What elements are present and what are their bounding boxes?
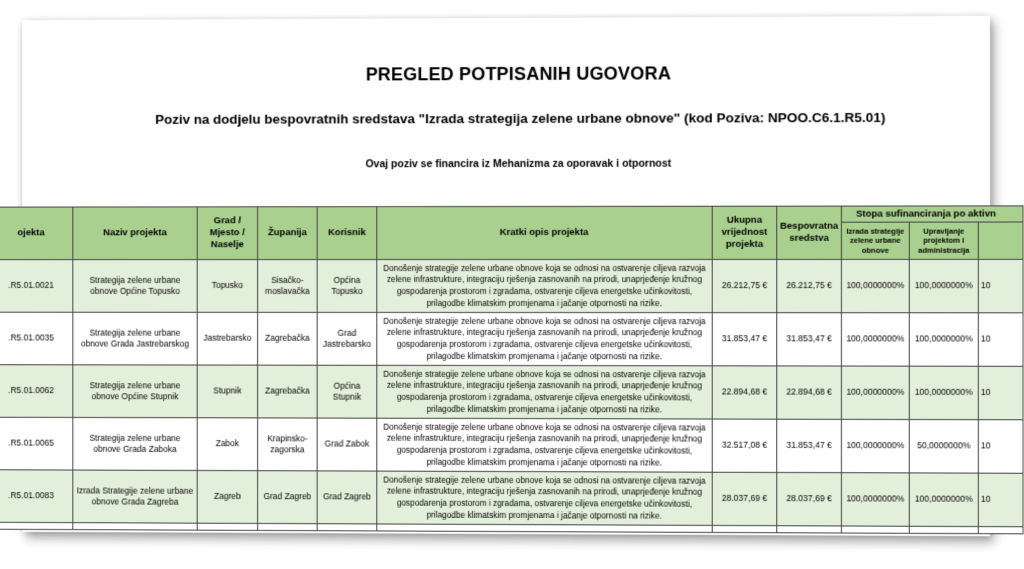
cell-code: .R5.01.0035 — [0, 312, 73, 365]
cell-project-name: Strategija zelene urbane obnove Grada Zaboka — [73, 417, 197, 470]
cell-code: .R5.01.0021 — [0, 260, 73, 313]
cell-total-value: 26.212,75 € — [712, 259, 777, 312]
table-row[interactable] — [0, 417, 1023, 473]
cell-code: .R5.01.0065 — [0, 417, 73, 470]
cell-rate-third: 10 — [978, 366, 1023, 420]
cell-grant: 31.853,47 € — [777, 419, 842, 472]
cell-city: Zabok — [197, 418, 257, 471]
cell-city: Stupnik — [197, 365, 257, 418]
contracts-table — [0, 205, 1024, 534]
cell-rate-strategy: 100,0000000% — [841, 473, 909, 527]
cell-county: Zagrebačka — [258, 312, 318, 365]
header-project-code: ojekta — [0, 207, 73, 260]
cell-rate-management: 100,0000000% — [909, 473, 978, 527]
table-row[interactable] — [0, 470, 1023, 527]
cell-total-value: 22.894,68 € — [712, 366, 777, 419]
cell-beneficiary: Grad Zabok — [317, 418, 377, 471]
cell-city: Zagreb — [197, 470, 257, 523]
cell-project-name: Izrada Strategije zelene urbane obnove Grada Zagreba — [73, 470, 197, 523]
cell-rate-strategy: 100,0000000% — [841, 419, 909, 473]
cell-beneficiary: Općina Stupnik — [317, 365, 377, 418]
cell-grant: 31.853,47 € — [777, 313, 842, 366]
cell-total-value: 31.853,47 € — [712, 313, 777, 366]
cell-rate-management: 100,0000000% — [909, 259, 978, 312]
cell-code: .R5.01.0062 — [0, 365, 73, 418]
cell-city: Jastrebarsko — [197, 312, 257, 365]
page-title: PREGLED POTPISANIH UGOVORA — [365, 63, 672, 85]
table-row[interactable] — [0, 312, 1023, 366]
header-sub-strategy: Izrada strategije zelene urbane obnove — [841, 222, 909, 259]
cell-rate-management: 100,0000000% — [909, 313, 978, 366]
cell-beneficiary: Grad Zagreb — [317, 471, 377, 524]
cell-county: Krapinsko-zagorska — [258, 418, 318, 471]
header-beneficiary: Korisnik — [317, 207, 377, 260]
funding-note: Ovaj poziv se financira iz Mehanizma za oporavak i otpornost — [365, 157, 672, 171]
cell-city: Topusko — [197, 260, 257, 313]
spreadsheet-page — [8, 16, 996, 536]
table-row[interactable] — [0, 365, 1023, 420]
header-project-name: Naziv projekta — [73, 207, 197, 260]
header-sub-third — [978, 222, 1023, 259]
cell-rate-third: 10 — [978, 420, 1023, 474]
cell-description: Donošenje strategije zelene urbane obnove koja se odnosi na ostvarenje ciljeva razvoja zelene infrastrukture, integraciju rješenja zasnovanih na prirodi, unaprjeđenje kružnog gospodarenja prostorom i zgradama, ostvarenje ciljeva energetske učinkovitosti, prilagodbe klimatskim promjenama i jačanje otpornosti na rizike. — [377, 471, 712, 525]
cell-county: Sisačko-moslavačka — [258, 260, 318, 313]
table-row[interactable] — [0, 259, 1023, 312]
header-grant: Bespovratna sredstva — [777, 206, 842, 259]
header-cofinancing-rate: Stopa sufinanciranja po aktivn — [841, 206, 1023, 223]
header-description: Kratki opis projekta — [377, 206, 712, 259]
cell-total-value: 28.037,69 € — [712, 472, 777, 525]
cell-rate-third: 10 — [978, 259, 1023, 312]
cell-grant: 22.894,68 € — [777, 366, 842, 419]
cell-rate-third: 10 — [978, 313, 1023, 367]
cell-county: Grad Zagreb — [258, 471, 318, 524]
cell-beneficiary: Općina Topusko — [317, 260, 377, 313]
cell-description: Donošenje strategije zelene urbane obnove koja se odnosi na ostvarenje ciljeva razvoja zelene infrastrukture, integraciju rješenja zasnovanih na prirodi, unaprjeđenje kružnog gospodarenja prostorom i zgradama, ostvarenje ciljeva energetske učinkovitosti, prilagodbe klimatskim promjenama i jačanje otpornosti na rizike. — [377, 259, 712, 312]
cell-project-name: Strategija zelene urbane obnove Općine Stupnik — [73, 365, 197, 418]
cell-grant: 28.037,69 € — [777, 472, 842, 526]
cell-grant: 26.212,75 € — [777, 259, 842, 312]
cell-rate-strategy: 100,0000000% — [841, 313, 909, 366]
cell-project-name: Strategija zelene urbane obnove Općine Topusko — [73, 260, 197, 313]
cell-description: Donošenje strategije zelene urbane obnove koja se odnosi na ostvarenje ciljeva razvoja zelene infrastrukture, integraciju rješenja zasnovanih na prirodi, unaprjeđenje kružnog gospodarenja prostorom i zgradama, ostvarenje ciljeva energetske učinkovitosti, prilagodbe klimatskim promjenama i jačanje otpornosti na rizike. — [377, 418, 712, 472]
cell-description: Donošenje strategije zelene urbane obnove koja se odnosi na ostvarenje ciljeva razvoja zelene infrastrukture, integraciju rješenja zasnovanih na prirodi, unaprjeđenje kružnog gospodarenja prostorom i zgradama, ostvarenje ciljeva energetske učinkovitosti, prilagodbe klimatskim promjenama i jačanje otpornosti na rizike. — [377, 365, 712, 419]
cell-county: Zagrebačka — [258, 365, 318, 418]
header-county: Županija — [258, 207, 318, 260]
cell-code: .R5.01.0083 — [0, 470, 73, 523]
page-subtitle: Poziv na dodjelu bespovratnih sredstava "Izrada strategija zelene urbane obnove" (kod Poziva: NPOO.C6.1.R5.01) — [155, 109, 886, 127]
cell-project-name: Strategija zelene urbane obnove Grada Jastrebarskog — [73, 312, 197, 365]
header-city: Grad / Mjesto / Naselje — [197, 207, 257, 260]
cell-rate-management: 50,0000000% — [909, 420, 978, 474]
cell-beneficiary: Grad Jastrebarsko — [317, 312, 377, 365]
cell-description: Donošenje strategije zelene urbane obnove koja se odnosi na ostvarenje ciljeva razvoja zelene infrastrukture, integraciju rješenja zasnovanih na prirodi, unaprjeđenje kružnog gospodarenja prostorom i zgradama, ostvarenje ciljeva energetske učinkovitosti, prilagodbe klimatskim promjenama i jačanje otpornosti na rizike. — [377, 312, 712, 365]
cell-rate-management: 100,0000000% — [909, 366, 978, 420]
cell-rate-strategy: 100,0000000% — [841, 366, 909, 419]
cell-rate-strategy: 100,0000000% — [841, 259, 909, 312]
header-total-value: Ukupna vrijednost projekta — [712, 206, 777, 259]
cell-total-value: 32.517,08 € — [712, 419, 777, 472]
header-sub-management: Upravljanje projektom i administracija — [909, 222, 978, 259]
cell-rate-third: 10 — [978, 473, 1023, 527]
